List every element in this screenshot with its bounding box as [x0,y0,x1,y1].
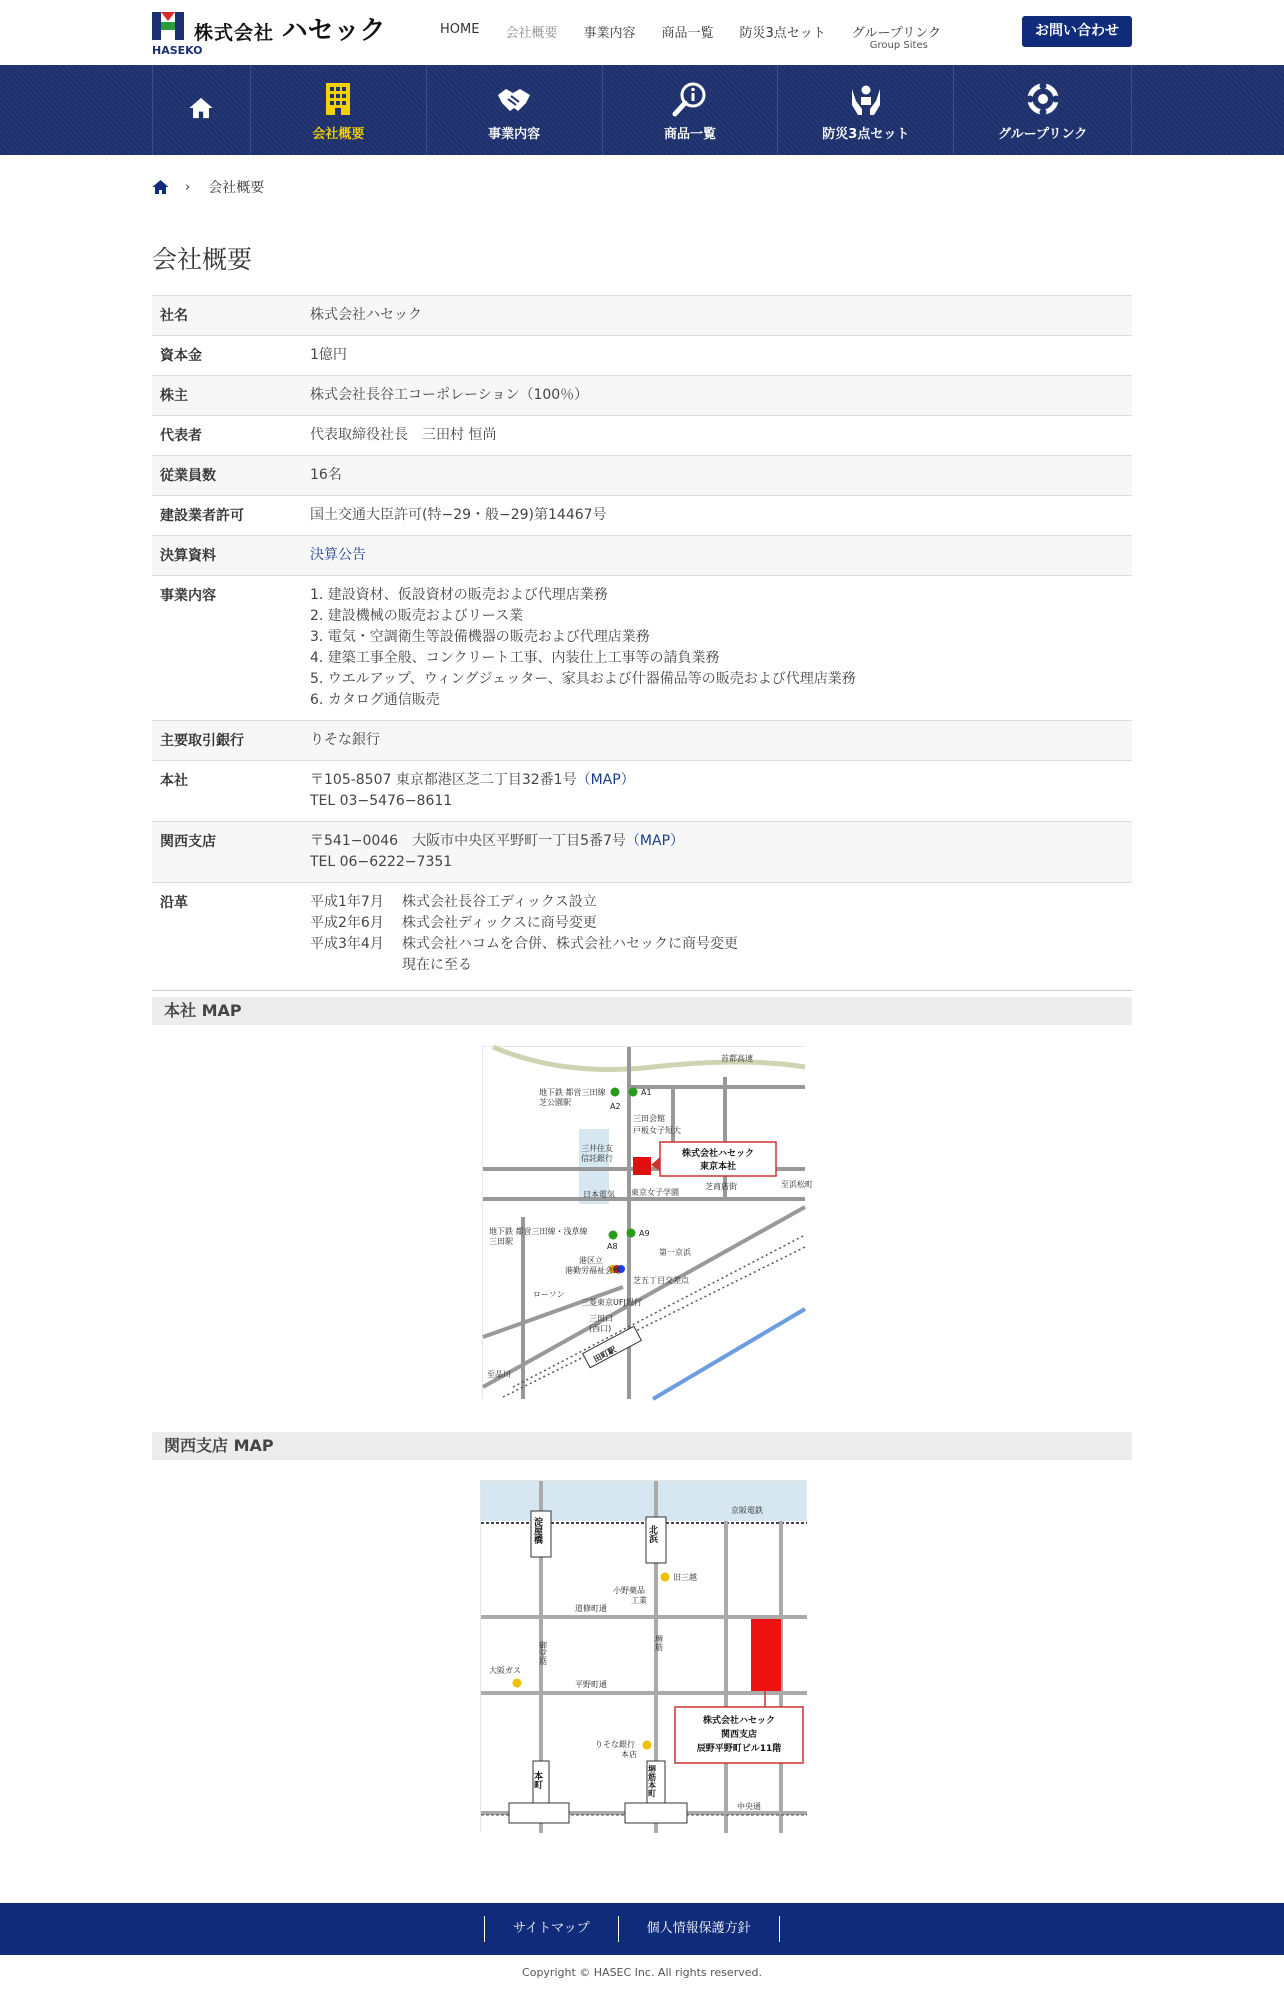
main-nav-business-label: 事業内容 [488,127,541,142]
kansai-map-paren-close: ） [670,833,685,849]
hq-map-paren-close: ） [620,772,635,788]
page-title: 会社概要 [152,245,253,274]
map-label: 旧三越 [673,1573,697,1582]
kansai-map [480,1480,806,1832]
map-label: 道修町通 [575,1604,607,1613]
kansai-map-title: 関西支店 MAP [152,1432,1132,1460]
list-item: 2. 建設機械の販売およびリース業 [310,608,524,624]
company-bank: りそな銀行 [310,732,380,748]
home-icon[interactable] [152,179,169,195]
kansai-tel: TEL 06−6222−7351 [310,854,453,870]
home-icon [188,95,214,121]
map-label: 地下鉄 都営三田線・浅草線 [489,1227,588,1236]
row-label: 沿革 [160,895,188,911]
chevron-right-icon: › [185,179,191,195]
table-row [152,536,1132,576]
map-label: 日本電気 [583,1190,615,1199]
history-text: 現在に至る [402,957,472,973]
business-list [310,585,1124,711]
history-list [310,892,1124,976]
list-item: 5. ウエルアップ、ウィングジェッター、家具および什器備品等の販売および代理店業務 [310,671,856,687]
company-info-table [152,295,1132,991]
list-item: 1. 建設資材、仮設資材の販売および代理店業務 [310,587,608,603]
hq-map-paren-open: （ [576,772,591,788]
map-label: 三井住友 [581,1144,613,1153]
logo-name: ハセック [281,16,386,46]
top-nav-company[interactable]: 会社概要 [505,26,558,41]
map-label: 関西支店 [720,1730,758,1740]
top-nav-home[interactable]: HOME [440,22,480,37]
map-label: 至浜松町 [781,1180,813,1189]
row-label: 関西支店 [160,834,216,850]
main-nav [0,65,1284,155]
map-label: 北浜 [647,1525,657,1543]
map-label: 工業 [631,1596,647,1605]
map-label: 信託銀行 [581,1154,613,1163]
table-row [152,576,1132,721]
map-label: 三田会館 [633,1114,665,1123]
breadcrumb-current: 会社概要 [208,180,265,196]
hq-map-drawing [483,1047,813,1399]
magnifier-info-icon [672,81,708,117]
map-label: りそな銀行 [595,1740,635,1749]
top-nav-group-sub: Group Sites [869,40,928,51]
map-label: 第一京浜 [659,1248,691,1257]
map-label: (西口) [589,1324,612,1333]
row-label: 決算資料 [160,548,216,564]
map-label: ローソン [533,1290,565,1299]
main-nav-disaster-label: 防災3点セット [822,127,910,142]
company-license: 国土交通大臣許可(特−29・般−29)第14467号 [310,507,607,523]
ring-link-icon [1025,81,1061,117]
map-label: 三田口 [589,1314,613,1323]
logo-sub: HASEKO [152,44,203,57]
footer-sitemap-link[interactable]: サイトマップ [484,1916,619,1942]
map-label: 淀屋橋 [532,1517,542,1544]
map-label: 芝公園駅 [539,1098,571,1107]
map-label: 株式会社ハセック [681,1149,755,1159]
map-label: 辰野平野町ビル11階 [696,1744,782,1754]
map-label: 京阪電鉄 [731,1506,763,1515]
map-label: A9 [639,1229,650,1238]
kansai-address: 〒541−0046 大阪市中央区平野町一丁目5番7号 [310,833,626,849]
table-row [152,456,1132,496]
footer-privacy-link[interactable]: 個人情報保護方針 [619,1916,780,1942]
map-label: 御堂筋 [538,1641,548,1665]
map-label: 中央通 [737,1802,761,1811]
company-employees: 16名 [310,467,342,483]
list-item [310,892,1124,913]
map-label: 平野町通 [575,1680,607,1689]
row-label: 事業内容 [160,588,216,604]
map-label: 株式会社ハセック [702,1716,776,1726]
top-nav-group-links[interactable] [851,22,941,51]
list-item: 4. 建築工事全般、コンクリート工事、内装仕上工事等の請負業務 [310,650,720,666]
main-nav-disaster-set[interactable] [778,65,954,155]
main-nav-company[interactable] [251,65,427,155]
site-footer [0,1903,1284,1955]
top-nav-business[interactable]: 事業内容 [583,26,636,41]
kansai-map-link[interactable]: MAP [639,833,671,849]
row-label: 資本金 [160,348,202,364]
list-item: 3. 電気・空調衛生等設備機器の販売および代理店業務 [310,629,650,645]
finance-link[interactable]: 決算公告 [310,547,366,563]
history-year: 平成2年6月 [310,915,384,931]
copyright: Copyright © HASEC Inc. All rights reserved. [522,1966,762,1979]
hq-tel: TEL 03−5476−8611 [310,793,453,809]
site-header [0,0,1284,65]
contact-button[interactable]: お問い合わせ [1022,16,1132,47]
hands-person-icon [848,81,884,117]
map-label: 首都高速 [721,1054,753,1063]
table-row [152,376,1132,416]
map-label: 本店 [621,1750,637,1759]
map-label: 堺筋本町 [647,1765,657,1797]
history-text: 株式会社長谷工ディックス設立 [402,894,597,910]
map-label: 堺筋 [654,1635,664,1651]
list-item [310,913,1124,934]
list-item [310,934,1124,955]
top-nav-disaster-set[interactable]: 防災3点セット [739,26,826,41]
map-label: A1 [641,1088,652,1097]
company-representative: 代表取締役社長 三田村 恒尚 [310,427,497,443]
map-label: 田町駅 [592,1344,618,1365]
map-label: 大阪ガス [489,1666,521,1675]
footer-links [484,1916,780,1942]
company-capital: 1億円 [310,347,347,363]
map-label: 芝五丁目交差点 [633,1276,689,1285]
map-label: A2 [610,1102,621,1111]
main-nav-products[interactable] [603,65,779,155]
map-label: 港区立 [579,1256,603,1265]
history-text: 株式会社ハコムを合併、株式会社ハセックに商号変更 [402,936,738,952]
kansai-map-paren-open: （ [625,833,640,849]
map-label: 三菱東京UFJ銀行 [581,1298,642,1307]
building-icon [320,81,356,117]
top-nav-products[interactable]: 商品一覧 [661,26,714,41]
map-label: 東京本社 [699,1162,737,1172]
row-label: 本社 [160,773,188,789]
history-year: 平成1年7月 [310,894,384,910]
table-row [152,336,1132,376]
row-label: 代表者 [160,428,202,444]
breadcrumb [152,175,264,199]
company-name: 株式会社ハセック [310,307,422,323]
list-item: 6. カタログ通信販売 [310,692,440,708]
top-nav [440,22,967,51]
map-label: 本町 [532,1771,542,1789]
company-shareholder: 株式会社長谷工コーポレーション（100％） [310,387,589,403]
table-row [152,496,1132,536]
main-nav-company-label: 会社概要 [312,127,365,142]
hq-map-title: 本社 MAP [152,997,1132,1025]
hq-address: 〒105-8507 東京都港区芝二丁目32番1号 [310,772,577,788]
table-row [152,296,1132,336]
history-text: 株式会社ディックスに商号変更 [402,915,597,931]
top-nav-group-label: グループリンク [851,26,941,41]
main-nav-business[interactable] [427,65,603,155]
map-label: 三田駅 [489,1237,513,1246]
map-label: A8 [607,1242,618,1251]
hq-map-link[interactable]: MAP [590,772,621,788]
map-label: 地下鉄 都営三田線 [539,1088,606,1097]
handshake-icon [496,81,532,117]
map-label: 芝商店街 [705,1182,737,1191]
main-nav-home[interactable] [153,65,251,155]
table-row [152,761,1132,822]
map-label: 東京女子学園 [631,1188,679,1197]
row-label: 従業員数 [160,468,216,484]
row-label: 社名 [160,308,188,324]
table-row [152,822,1132,883]
table-row [152,416,1132,456]
main-nav-products-label: 商品一覧 [663,127,716,142]
row-label: 建設業者許可 [160,508,244,524]
hq-map [482,1046,813,1398]
map-label: 至品川 [487,1370,511,1379]
table-row [152,721,1132,761]
map-label: 戸板女子短大 [633,1126,681,1135]
haseko-logo-icon [152,12,184,40]
row-label: 株主 [160,388,188,404]
map-label: 港勤労福祉会館 [565,1266,621,1275]
logo-text: 株式会社 [194,22,275,44]
map-label: 小野薬品 [613,1586,645,1595]
row-label: 主要取引銀行 [160,733,244,749]
main-nav-group-label: グループリンク [998,127,1088,142]
table-row [152,883,1132,991]
list-item [310,955,1124,976]
kansai-map-drawing [481,1481,807,1833]
main-nav-group-links[interactable] [954,65,1132,155]
history-year: 平成3年4月 [310,936,384,952]
site-logo[interactable] [152,10,386,58]
